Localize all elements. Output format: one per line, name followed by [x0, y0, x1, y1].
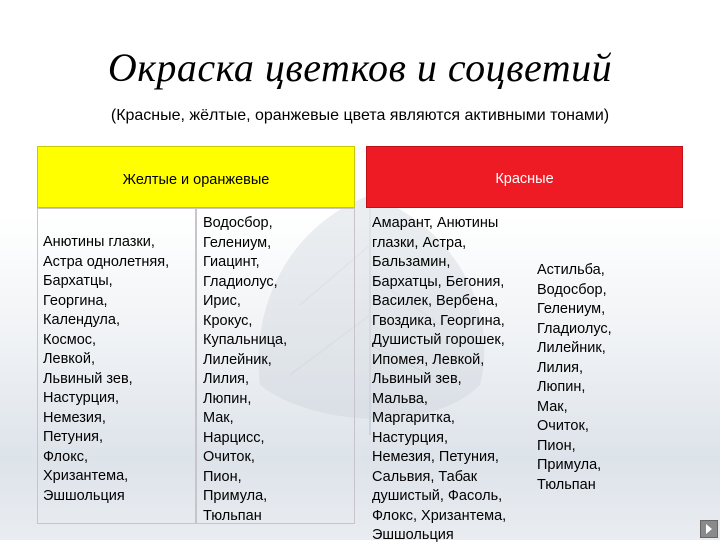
slide-title: Окраска цветков и соцветий [107, 45, 613, 90]
flower-color-table [37, 146, 683, 543]
red-column-1-list: Амарант, Анютины глазки, Астра, Бальзамин, Бархатцы, Бегония, Василек, Вербена, Гвоздика, Георгина, Душистый горошек, Ипомея, Левкой, Львиный зев, Мальва, Маргаритка, Настурция, Немезия, Петуния, Сальвия, Табак душистый, Фасоль, Флокс, Хризантема, Эшшольция [372, 215, 507, 543]
next-slide-icon[interactable] [700, 520, 718, 538]
yellow-orange-header: Желтые и оранжевые [37, 146, 355, 208]
yellow-column-1-list: Анютины глазки, Астра однолетняя, Бархатцы, Георгина, Календула, Космос, Левкой, Львиный зев, Настурция, Немезия, Петуния, Флокс, Хризантема, Эшшольция [43, 234, 170, 504]
yellow-column-2-list: Водосбор, Гелениум, Гиацинт, Гладиолус, Ирис, Крокус, Купальница, Лилейник, Лилия, Люпин, Мак, Нарцисс, Очиток, Пион, Примула, Тюльпан [203, 215, 288, 524]
red-column-2-list: Астильба, Водосбор, Гелениум, Гладиолус, Лилейник, Лилия, Люпин, Мак, Очиток, Пион, Примула, Тюльпан [537, 262, 612, 493]
slide-subtitle: (Красные, жёлтые, оранжевые цвета являются активными тонами) [110, 107, 610, 124]
red-header: Красные [366, 146, 683, 208]
